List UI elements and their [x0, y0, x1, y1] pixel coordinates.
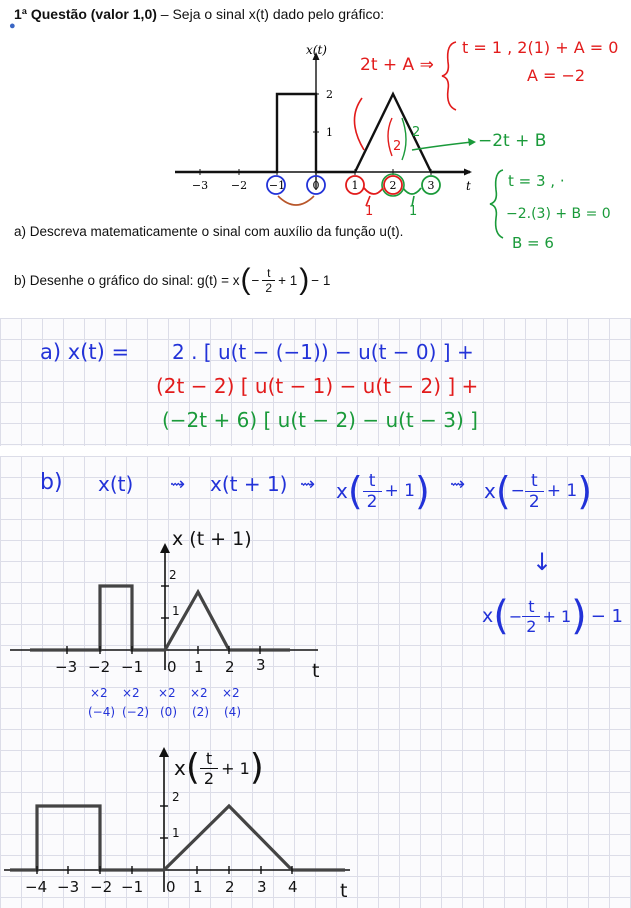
scaled-value: (0) [160, 705, 177, 719]
graph1-x-tick: −1 [121, 658, 144, 676]
item-b-minus: − [251, 272, 260, 288]
graph2-y-label: 2 [172, 790, 180, 804]
graph2-x-tick: −1 [121, 878, 144, 896]
graph1-x-tick: −3 [55, 658, 78, 676]
drop-marker-icon: ● [9, 20, 16, 32]
svg-text:2: 2 [393, 139, 402, 154]
graph1-y-label: 1 [172, 604, 180, 618]
graph2-x-label: t [340, 880, 348, 902]
brace-b-line2: −2.(3) + B = 0 [506, 206, 611, 222]
graph2-x-tick: 2 [225, 878, 235, 896]
times-two: ×2 [122, 686, 140, 700]
times-two: ×2 [158, 686, 176, 700]
x-tick-label: −1 [268, 179, 286, 192]
graph1-y-label: 2 [169, 568, 177, 582]
graph1-x-label: t [312, 660, 320, 682]
down-arrow-icon: ↓ [532, 548, 553, 576]
graph1-title: x (t + 1) [172, 528, 252, 550]
chain-step: x(t + 1) [210, 472, 288, 496]
graph2-x-tick: 4 [288, 878, 298, 896]
x-tick-label: 0 [312, 179, 320, 192]
brace-b-line1: t = 3 , · [508, 172, 565, 190]
item-a: a) Descreva matematicamente o sinal com auxílio da função u(t). [14, 224, 404, 239]
item-b: b) Desenhe o gráfico do sinal: g(t) = x ( − $\frac{t}{2}$ + 1 ) − 1 [14, 263, 331, 296]
times-two: ×2 [222, 686, 240, 700]
x-tick-label: −3 [191, 179, 209, 192]
graph1-x-tick: 0 [167, 658, 177, 676]
chain-step-reflected: x ( − $\frac{t}{2}$ + 1 ) [484, 469, 593, 513]
x-tick-label: 1 [351, 179, 359, 192]
question-title-text: – Seja o sinal x(t) dado pelo gráfico: [156, 6, 385, 22]
chain-step: x(t) [98, 472, 134, 496]
ramp-equation-green: −2t + B [478, 131, 547, 151]
answer-a-line1: 2 . [ u(t − (−1)) − u(t − 0) ] + [172, 340, 474, 364]
item-b-fraction: $\frac{t}{2}$ [262, 266, 275, 295]
x-tick-label: 2 [389, 179, 397, 192]
chain-arrow-icon: ⇝ [170, 474, 186, 495]
answer-b-label: b) [40, 470, 63, 495]
graph2-x-tick: −2 [90, 878, 113, 896]
x-axis-label: t [466, 179, 471, 193]
y-tick-label: 2 [326, 88, 333, 101]
graph2-x-tick: −4 [25, 878, 48, 896]
graph2-x-tick: −3 [57, 878, 80, 896]
scaled-value: (4) [224, 705, 241, 719]
slope-label: 2 [412, 125, 421, 140]
answer-a-line3: (−2t + 6) [ u(t − 2) − u(t − 3) ] [162, 408, 478, 432]
annotation-one: 1 [365, 204, 374, 219]
graph2-x-tick: 0 [166, 878, 176, 896]
scaled-value: (−4) [88, 705, 116, 719]
x-tick-label: −2 [230, 179, 248, 192]
graph2-title: x ( t 2 + 1 ) [174, 747, 264, 788]
brace-a-line1: t = 1 , 2(1) + A = 0 [462, 38, 619, 57]
annotation-one: 1 [409, 204, 418, 219]
brace-a-line2: A = −2 [527, 66, 586, 85]
y-axis-label: x(t) [306, 43, 327, 57]
x-tick-label: 3 [427, 179, 435, 192]
graph1-x-tick: 3 [256, 656, 266, 674]
graph2-y-label: 1 [172, 826, 180, 840]
y-tick-label: 1 [326, 126, 333, 139]
chain-arrow-icon: ⇝ [450, 474, 466, 495]
ramp-equation-red: 2t + A ⇒ [360, 55, 434, 75]
times-two: ×2 [90, 686, 108, 700]
times-two: ×2 [190, 686, 208, 700]
graph1-x-tick: −2 [88, 658, 111, 676]
answer-a-lhs: a) x(t) = [40, 340, 130, 364]
final-expression: x ( − $\frac{t}{2}$ + 1 ) − 1 [482, 593, 623, 639]
graph1-x-tick: 2 [225, 658, 235, 676]
y-axis-arrow-icon [159, 747, 169, 757]
chain-arrow-icon: ⇝ [300, 474, 316, 495]
graph1-x-tick: 1 [194, 658, 204, 676]
scaled-value: (2) [192, 705, 209, 719]
graph2-x-tick: 1 [193, 878, 203, 896]
question-title-bold: 1ª Questão (valor 1,0) [14, 6, 157, 22]
graph2-x-tick: 3 [257, 878, 267, 896]
item-b-suffix: − 1 [311, 272, 331, 288]
item-b-plus-one: + 1 [278, 272, 298, 288]
answer-a-line2: (2t − 2) [ u(t − 1) − u(t − 2) ] + [156, 374, 479, 398]
brace-b-line3: B = 6 [512, 234, 554, 252]
chain-step-scaled: x ( t 2 + 1 ) [336, 469, 430, 513]
item-b-prefix: b) Desenhe o gráfico do sinal: g(t) = x [14, 272, 240, 288]
scaled-value: (−2) [122, 705, 150, 719]
